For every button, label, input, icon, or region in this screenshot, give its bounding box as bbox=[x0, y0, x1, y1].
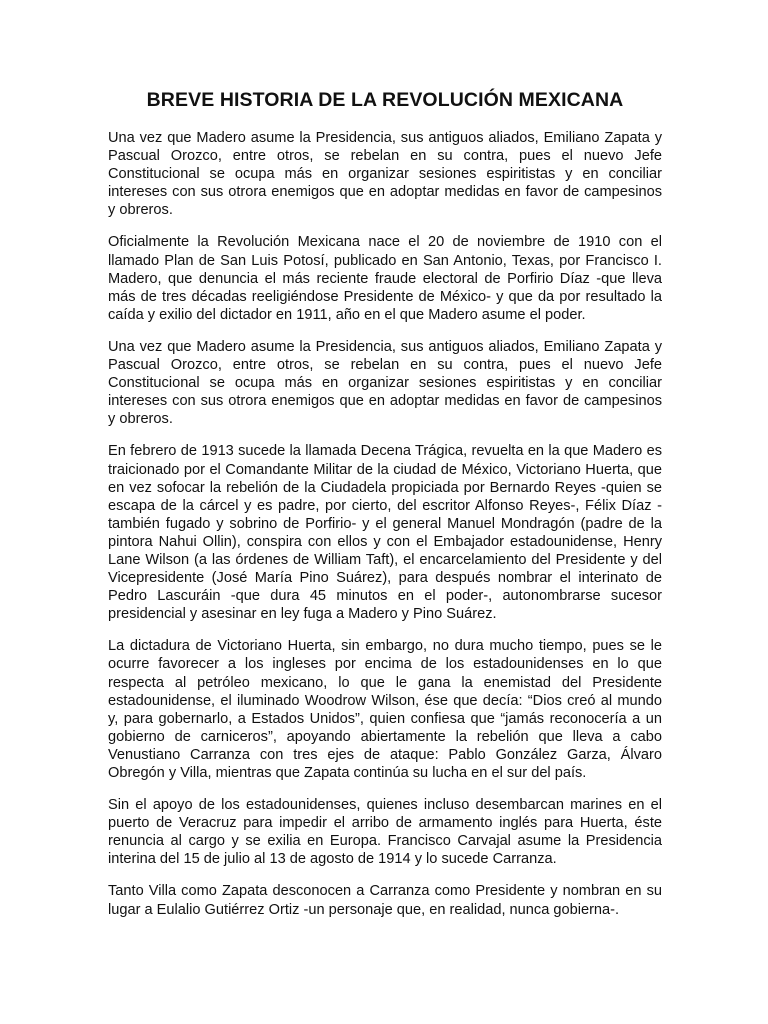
document-title: BREVE HISTORIA DE LA REVOLUCIÓN MEXICANA bbox=[146, 89, 624, 111]
paragraph-5: La dictadura de Victoriano Huerta, sin embargo, no dura mucho tiempo, pues se le ocurre favorecer a los ingleses por encima de los estadounidenses en lo que respecta al petróleo mexicano, lo que le gana la enemistad del Presidente estadounidense, el iluminado Woodrow Wilson, ése que decía: “Dios creó al mundo y, para gobernarlo, a Estados Unidos”, quien confiesa que “jamás reconocería a un gobierno de carniceros”, apoyando abiertamente la rebelión que lleva a cabo Venustiano Carranza con tres ejes de ataque: Pablo González Garza, Álvaro Obregón y Villa, mientras que Zapata continúa su lucha en el sur del país. bbox=[108, 638, 662, 781]
paragraph-3: Una vez que Madero asume la Presidencia, sus antiguos aliados, Emiliano Zapata y Pascual Orozco, entre otros, se rebelan en su contra, pues el nuevo Jefe Constitucional se ocupa más en organizar sesiones espiritistas y en conciliar intereses con sus otrora enemigos que en adoptar medidas en favor de campesinos y obreros. bbox=[108, 338, 662, 428]
paragraph-7: Tanto Villa como Zapata desconocen a Carranza como Presidente y nombran en su lugar a Eulalio Gutiérrez Ortiz -un personaje que, en realidad, nunca gobierna-. bbox=[108, 883, 662, 918]
paragraph-6: Sin el apoyo de los estadounidenses, quienes incluso desembarcan marines en el puerto de Veracruz para impedir el arribo de armamento inglés para Huerta, éste renuncia al cargo y se exilia en Europa. Francisco Carvajal asume la Presidencia interina del 15 de julio al 13 de agosto de 1914 y lo sucede Carranza. bbox=[108, 797, 662, 868]
paragraph-1: Una vez que Madero asume la Presidencia, sus antiguos aliados, Emiliano Zapata y Pascual Orozco, entre otros, se rebelan en su contra, pues el nuevo Jefe Constitucional se ocupa más en organizar sesiones espiritistas y en conciliar intereses con sus otrora enemigos que en adoptar medidas en favor de campesinos y obreros. bbox=[108, 130, 662, 219]
paragraph-4: En febrero de 1913 sucede la llamada Decena Trágica, revuelta en la que Madero es traicionado por el Comandante Militar de la ciudad de México, Victoriano Huerta, que en vez sofocar la rebelión de la Ciudadela propiciada por Bernardo Reyes -quien se escapa de la cárcel y es padre, por cierto, del escritor Alfonso Reyes-, Félix Díaz -también fugado y sobrino de Porfirio- y el general Manuel Mondragón (padre de la pintora Nahui Ollin), conspira con ellos y con el Embajador estadounidense, Henry Lane Wilson (a las órdenes de William Taft), el encarcelamiento del Presidente y del Vicepresidente (José María Pino Suárez), para después nombrar el interinato de Pedro Lascuráin -que dura 45 minutos en el poder-, autonombrarse sucesor presidencial y asesinar en ley fuga a Madero y Pino Suárez. bbox=[108, 443, 662, 623]
paragraph-2: Oficialmente la Revolución Mexicana nace el 20 de noviembre de 1910 con el llamado Plan de San Luis Potosí, publicado en San Antonio, Texas, por Francisco I. Madero, que denuncia el más reciente fraude electoral de Porfirio Díaz -que lleva más de tres décadas reeligiéndose Presidente de México- y que da por resultado la caída y exilio del dictador en 1911, año en el que Madero asume el poder. bbox=[108, 234, 662, 323]
